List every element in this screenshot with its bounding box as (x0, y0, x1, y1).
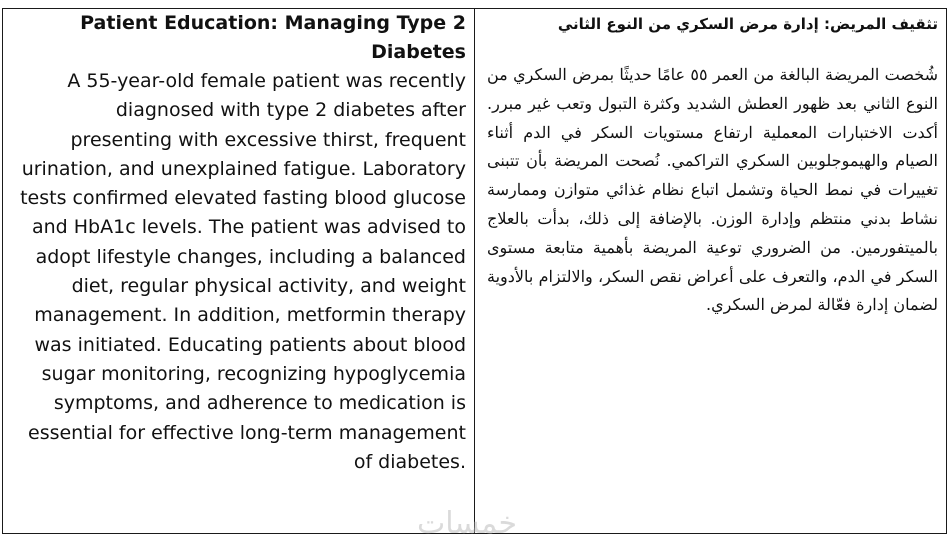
arabic-cell (475, 9, 947, 534)
english-body: A 55-year-old female patient was recently diagnosed with type 2 diabetes after presenting with excessive thirst, frequent urination, and unexplained fatigue. Laboratory tests confirmed elevated fasting blood glucose and HbA1c levels. The patient was advised to adopt lifestyle changes, including a balanced diet, regular physical activity, and weight management. In addition, metformin therapy was initiated. Educating patients about blood sugar monitoring, recognizing hypoglycemia symptoms, and adherence to medication is essential for effective long-term management of diabetes. (20, 70, 466, 473)
english-cell (3, 9, 475, 534)
bilingual-table (2, 8, 947, 534)
english-title: Patient Education: Managing Type 2 Diabetes (80, 12, 466, 63)
table-row (3, 9, 947, 534)
watermark-logo: خمسات (417, 506, 518, 541)
arabic-title: تثقيف المريض: إدارة مرض السكري من النوع الثاني (557, 15, 938, 33)
arabic-body: شُخصت المريضة البالغة من العمر ٥٥ عامًا حديثًا بمرض السكري من النوع الثاني بعد ظهور العطش الشديد وكثرة التبول وتعب غير مبرر. أكدت الاختبارات المعملية ارتفاع مستويات السكر في الدم أثناء الصيام والهيموجلوبين السكري التراكمي. نُصحت المريضة بأن تتبنى تغييرات في نمط الحياة وتشمل اتباع نظام غذائي متوازن وممارسة نشاط بدني منتظم وإدارة الوزن. بالإضافة إلى ذلك، بدأت بالعلاج بالميتفورمين. من الضروري توعية المريضة بأهمية متابعة مستوى السكر في الدم، والتعرف على أعراض نقص السكر، والالتزام بالأدوية لضمان إدارة فعّالة لمرض السكري. (487, 65, 939, 315)
